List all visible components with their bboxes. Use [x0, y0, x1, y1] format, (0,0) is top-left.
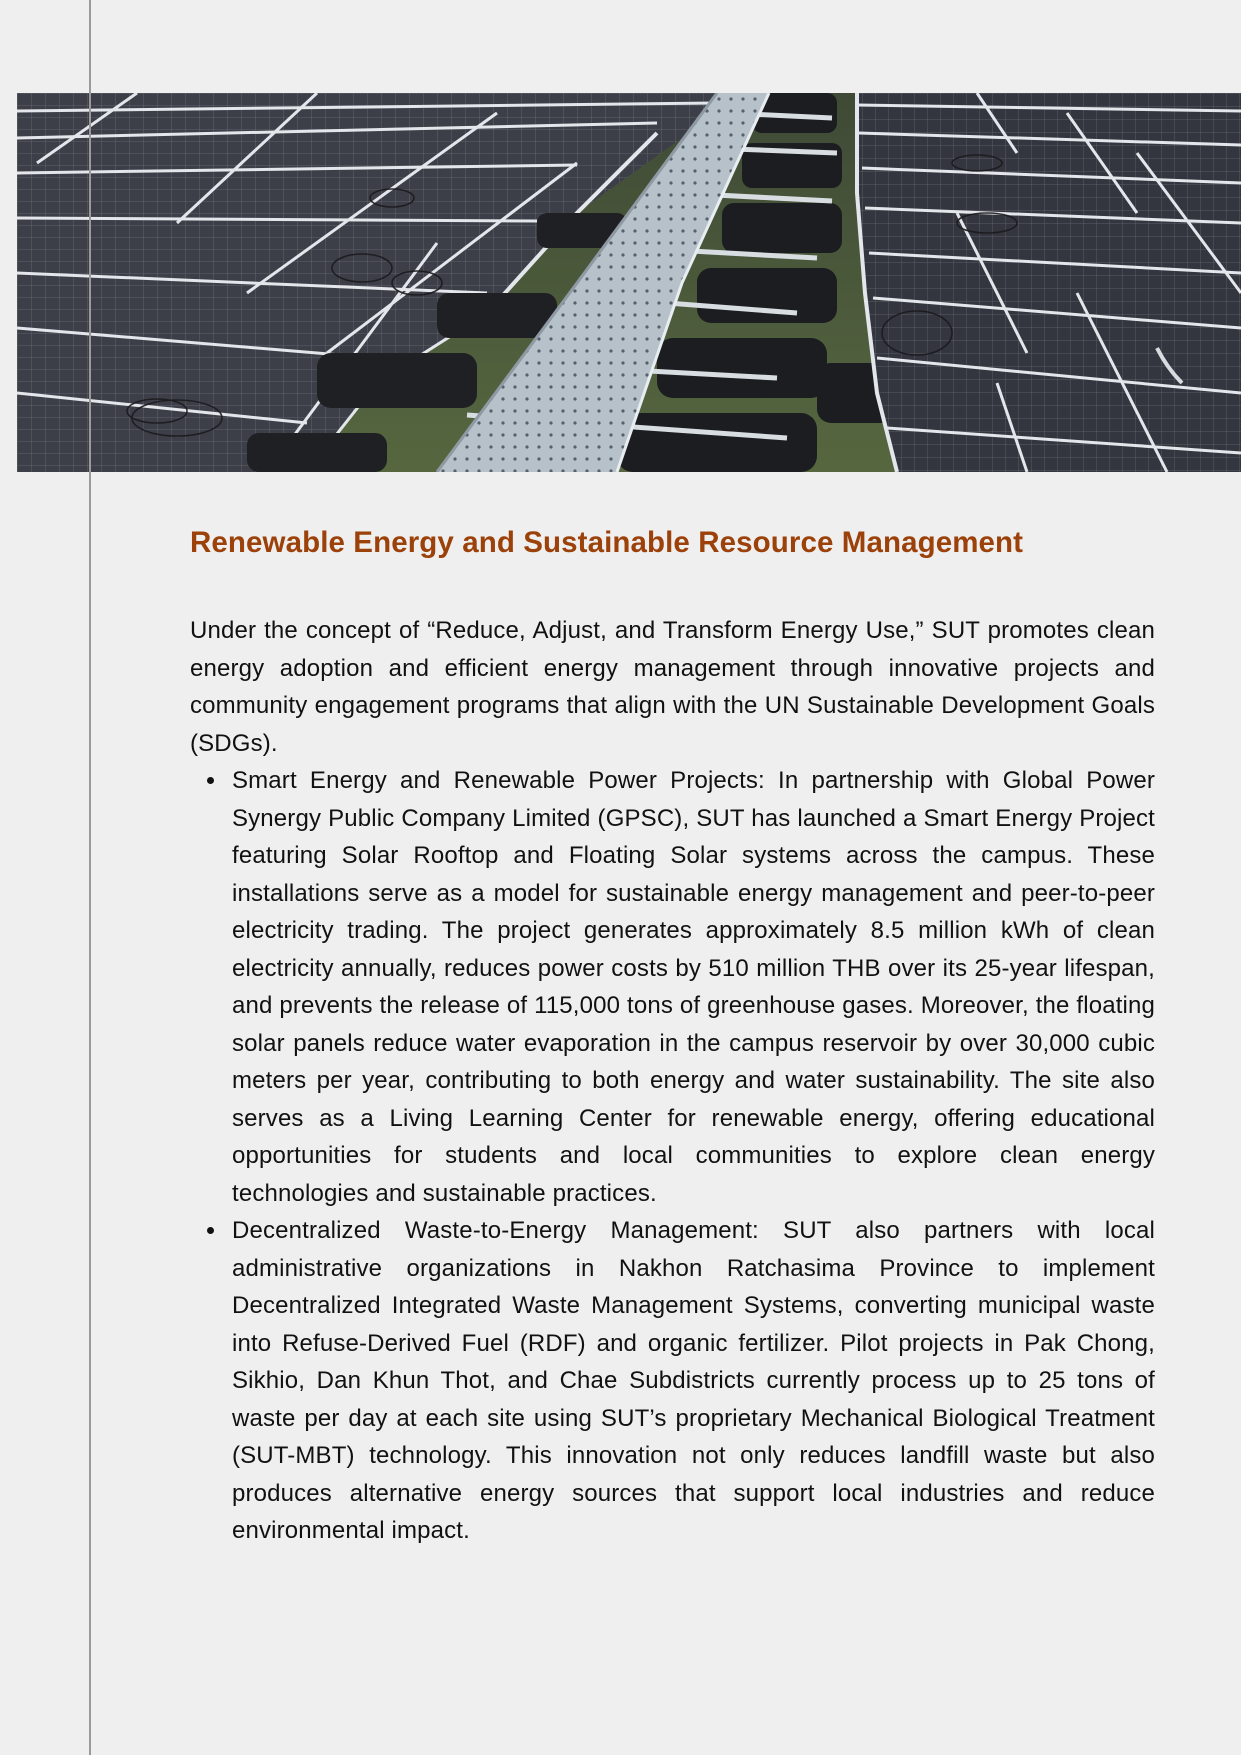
bullet-item-smart-energy	[190, 762, 1155, 1212]
bullet-icon	[207, 1227, 214, 1234]
section-title: Renewable Energy and Sustainable Resource Management	[190, 526, 1024, 559]
bullet-text: Decentralized Waste-to-Energy Management: SUT also partners with local administrative organizations in Nakhon Ratchasima Province to implement Decentralized Integrated Waste Management Systems, converting municipal waste into Refuse-Derived Fuel (RDF) and organic fertilizer. Pilot projects in Pak Chong, Sikhio, Dan Khun Thot, and Chae Subdistricts currently process up to 25 tons of waste per day at each site using SUT’s proprietary Mechanical Biological Treatment (SUT-MBT) technology. This innovation not only reduces landfill waste but also produces alternative energy sources that support local industries and reduce environmental impact.	[232, 1217, 1155, 1544]
floating-solar-illustration	[17, 93, 1241, 472]
bullet-icon	[207, 777, 214, 784]
bullet-item-waste-to-energy	[190, 1212, 1155, 1550]
page-margin-rule	[89, 0, 91, 1755]
bullet-text: Smart Energy and Renewable Power Projects: In partnership with Global Power Synergy Public Company Limited (GPSC), SUT has launched a Smart Energy Project featuring Solar Rooftop and Floating Solar systems across the campus. These installations serve as a model for sustainable energy management and peer-to-peer electricity trading. The project generates approximately 8.5 million kWh of clean electricity annually, reduces power costs by 510 million THB over its 25-year lifespan, and prevents the release of 115,000 tons of greenhouse gases. Moreover, the floating solar panels reduce water evaporation in the campus reservoir by over 30,000 cubic meters per year, contributing to both energy and water sustainability. The site also serves as a Living Learning Center for renewable energy, offering educational opportunities for students and local communities to explore clean energy technologies and sustainable practices.	[232, 767, 1155, 1207]
intro-paragraph: Under the concept of “Reduce, Adjust, and Transform Energy Use,” SUT promotes clean energy adoption and efficient energy management through innovative projects and community engagement programs that align with the UN Sustainable Development Goals (SDGs).	[190, 617, 1155, 757]
hero-photo-floating-solar	[17, 93, 1241, 472]
right-solar-panels	[857, 93, 1241, 472]
project-bullet-list	[190, 762, 1155, 1550]
section-body	[190, 612, 1155, 1550]
